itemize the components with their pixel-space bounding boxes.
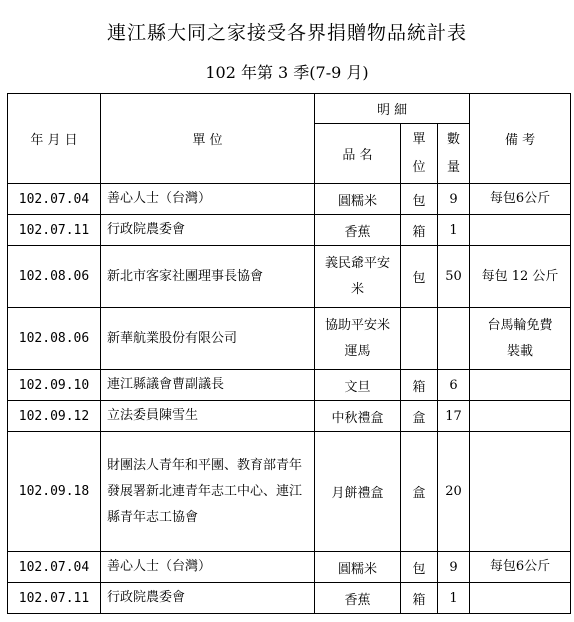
header-note: 備 考	[470, 94, 571, 184]
cell-unit: 連江縣議會曹副議長	[101, 370, 315, 401]
cell-item-text: 義民爺平安米	[324, 255, 390, 297]
header-qty-label: 數量	[446, 131, 460, 175]
cell-pack: 包	[401, 246, 438, 308]
cell-pack: 盒	[401, 432, 438, 552]
header-detail: 明 細	[315, 94, 470, 124]
cell-date: 102.07.11	[8, 215, 101, 246]
cell-pack: 包	[401, 184, 438, 215]
cell-note	[470, 401, 571, 432]
cell-qty: 9	[438, 552, 470, 583]
cell-pack: 箱	[401, 583, 438, 614]
cell-item: 圓糯米	[315, 184, 401, 215]
cell-item	[315, 308, 401, 370]
cell-qty: 6	[438, 370, 470, 401]
table-row	[8, 370, 571, 401]
cell-pack: 箱	[401, 215, 438, 246]
cell-note	[470, 308, 571, 370]
cell-unit: 新華航業股份有限公司	[101, 308, 315, 370]
cell-unit: 立法委員陳雪生	[101, 401, 315, 432]
table-row	[8, 583, 571, 614]
cell-item: 圓糯米	[315, 552, 401, 583]
table-row	[8, 432, 571, 552]
cell-item	[315, 246, 401, 308]
donation-table	[7, 93, 571, 614]
cell-qty: 17	[438, 401, 470, 432]
cell-qty: 50	[438, 246, 470, 308]
cell-unit: 新北市客家社團理事長協會	[101, 246, 315, 308]
table-row	[8, 308, 571, 370]
cell-note	[470, 583, 571, 614]
cell-date: 102.07.04	[8, 552, 101, 583]
header-unit: 單 位	[101, 94, 315, 184]
cell-qty	[438, 308, 470, 370]
cell-date: 102.07.11	[8, 583, 101, 614]
cell-date: 102.09.12	[8, 401, 101, 432]
table-row	[8, 215, 571, 246]
cell-note	[470, 215, 571, 246]
cell-date: 102.07.04	[8, 184, 101, 215]
cell-pack: 包	[401, 552, 438, 583]
table-row	[8, 401, 571, 432]
cell-note-text: 每包 12 公斤	[481, 268, 559, 284]
cell-item: 月餅禮盒	[315, 432, 401, 552]
cell-unit: 善心人士（台灣）	[101, 552, 315, 583]
cell-date: 102.08.06	[8, 308, 101, 370]
table-row	[8, 246, 571, 308]
cell-item: 中秋禮盒	[315, 401, 401, 432]
cell-unit: 行政院農委會	[101, 583, 315, 614]
cell-pack	[401, 308, 438, 370]
cell-unit: 行政院農委會	[101, 215, 315, 246]
cell-note	[470, 432, 571, 552]
cell-qty: 1	[438, 583, 470, 614]
cell-qty: 9	[438, 184, 470, 215]
cell-item-text: 協助平安米運馬	[324, 317, 390, 359]
cell-note: 每包6公斤	[470, 552, 571, 583]
cell-date: 102.09.18	[8, 432, 101, 552]
header-item: 品 名	[315, 124, 401, 184]
header-pack	[401, 124, 438, 184]
document-title: 連江縣大同之家接受各界捐贈物品統計表	[106, 22, 467, 44]
cell-item: 香蕉	[315, 215, 401, 246]
cell-qty: 20	[438, 432, 470, 552]
cell-note-text: 台馬輪免費裝載	[487, 317, 553, 359]
header-date: 年 月 日	[8, 94, 101, 184]
cell-note	[470, 246, 571, 308]
cell-pack: 箱	[401, 370, 438, 401]
cell-item: 文旦	[315, 370, 401, 401]
cell-qty: 1	[438, 215, 470, 246]
header-qty	[438, 124, 470, 184]
cell-item: 香蕉	[315, 583, 401, 614]
table-row	[8, 184, 571, 215]
document-subtitle: 102 年第 3 季(7-9 月)	[205, 63, 369, 82]
table-row	[8, 552, 571, 583]
cell-date: 102.08.06	[8, 246, 101, 308]
cell-unit: 善心人士（台灣）	[101, 184, 315, 215]
cell-unit: 財團法人青年和平團、教育部青年發展署新北連青年志工中心、連江縣青年志工協會	[101, 432, 315, 552]
cell-note: 每包6公斤	[470, 184, 571, 215]
cell-date: 102.09.10	[8, 370, 101, 401]
cell-note	[470, 370, 571, 401]
header-pack-label: 單位	[412, 131, 426, 175]
cell-pack: 盒	[401, 401, 438, 432]
